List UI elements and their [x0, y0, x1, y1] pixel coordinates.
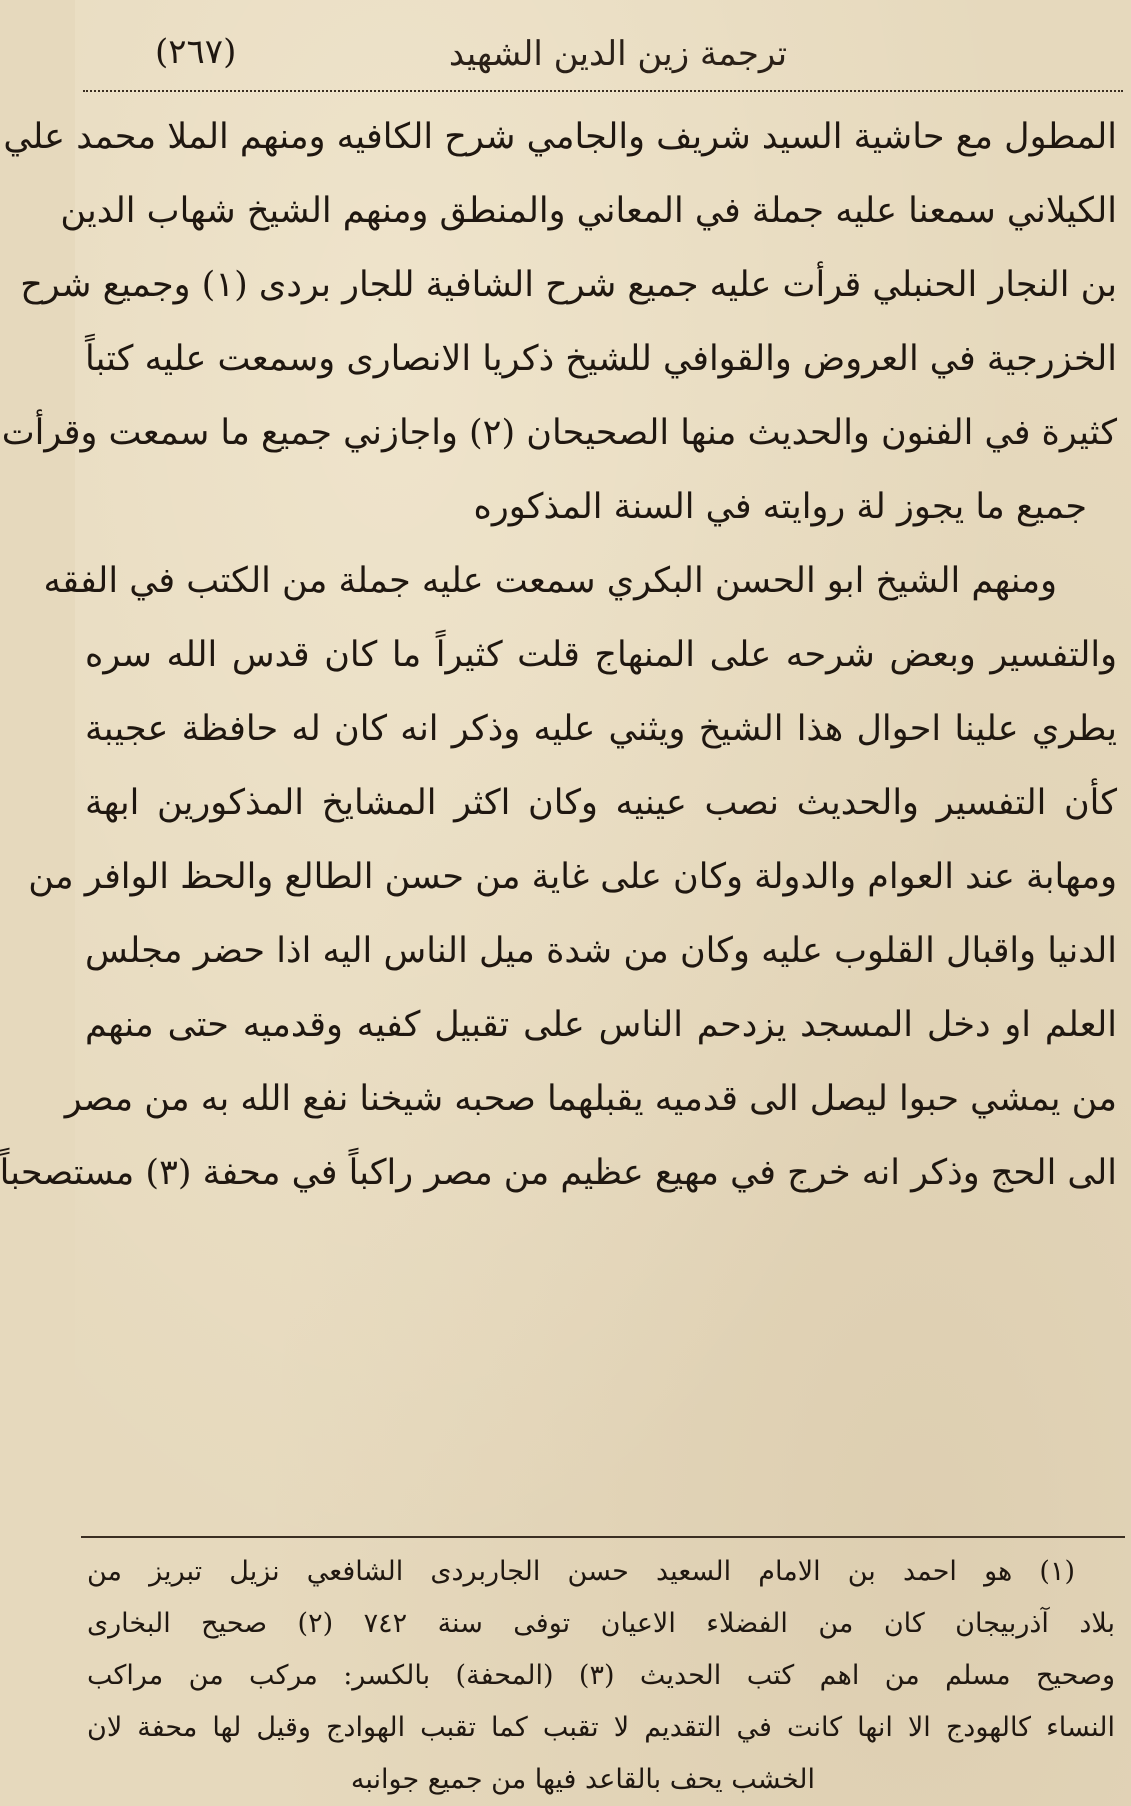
text-line: والتفسير وبعض شرحه على المنهاج قلت كثيراً ما كان قدس الله سره — [85, 635, 1117, 675]
text-line: يطري علينا احوال هذا الشيخ ويثني عليه وذكر انه كان له حافظة عجيبة — [85, 709, 1117, 749]
footnotes — [87, 1546, 1115, 1806]
main-text — [0, 100, 1117, 1210]
text-line: ومهابة عند العوام والدولة وكان على غاية من حسن الطالع والحظ الوافر من — [28, 857, 1117, 897]
text-line: الخزرجية في العروض والقوافي للشيخ ذكريا الانصارى وسمعت عليه كتباً — [85, 339, 1117, 379]
text-line: المطول مع حاشية السيد شريف والجامي شرح الكافيه ومنهم الملا محمد علي — [3, 117, 1117, 157]
text-line: الى الحج وذكر انه خرج في مهيع عظيم من مصر راكباً في محفة (٣) مستصحباً — [0, 1153, 1117, 1193]
text-line: جميع ما يجوز لة روايته في السنة المذكوره — [473, 487, 1087, 527]
text-line: الدنيا واقبال القلوب عليه وكان من شدة ميل الناس اليه اذا حضر مجلس — [85, 931, 1117, 971]
text-line: الكيلاني سمعنا عليه جملة في المعاني والمنطق ومنهم الشيخ شهاب الدين — [60, 191, 1117, 231]
footnote-line: النساء كالهودج الا انها كانت في التقديم لا تقبب كما تقبب الهوادج وقيل لها محفة لان — [87, 1712, 1115, 1743]
page-header — [135, 26, 1101, 86]
text-line: كأن التفسير والحديث نصب عينيه وكان اكثر المشايخ المذكورين ابهة — [85, 783, 1117, 823]
text-line: من يمشي حبوا ليصل الى قدميه يقبلهما صحبه شيخنا نفع الله به من مصر — [64, 1079, 1117, 1119]
running-title: ترجمة زين الدين الشهيد — [448, 34, 788, 74]
header-divider — [83, 90, 1123, 92]
footnote-line: وصحيح مسلم من اهم كتب الحديث (٣) (المحفة) بالكسر: مركب من مراكب — [87, 1660, 1115, 1691]
footnote-line: الخشب يحف بالقاعد فيها من جميع جوانبه — [350, 1764, 815, 1795]
text-line: ومنهم الشيخ ابو الحسن البكري سمعت عليه جملة من الكتب في الفقه — [43, 561, 1057, 601]
footnote-line: بلاد آذربيجان كان من الفضلاء الاعيان توفى سنة ٧٤٢ (٢) صحيح البخارى — [87, 1608, 1115, 1639]
text-line: العلم او دخل المسجد يزدحم الناس على تقبيل كفيه وقدميه حتى منهم — [85, 1005, 1117, 1045]
text-line: كثيرة في الفنون والحديث منها الصحيحان (٢) واجازني جميع ما سمعت وقرأت — [1, 413, 1117, 453]
text-line: بن النجار الحنبلي قرأت عليه جميع شرح الشافية للجار بردى (١) وجميع شرح — [20, 265, 1117, 305]
footnote-line: (١) هو احمد بن الامام السعيد حسن الجاربردى الشافعي نزيل تبريز من — [87, 1556, 1075, 1587]
footnote-divider — [81, 1536, 1125, 1538]
page-number: (٢٦٧) — [155, 32, 237, 72]
